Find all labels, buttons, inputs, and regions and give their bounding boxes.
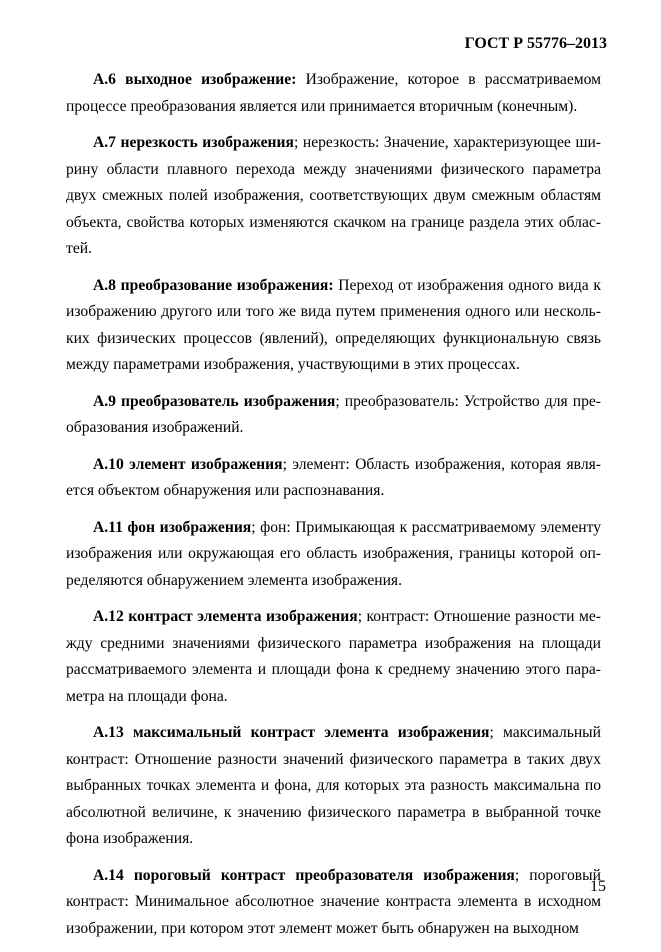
term-a12: А.12 контраст элемента изображения xyxy=(93,608,358,625)
page-number: 15 xyxy=(590,878,606,895)
term-a7: А.7 нерезкость изображения xyxy=(93,134,294,151)
paragraph-a11 xyxy=(66,515,601,595)
paragraph-a12 xyxy=(66,604,601,710)
definition-a13: ; максимальный контраст: Отношение разности значений физического параметра в таких двух выбранных точках элемента и фона, для которых эта разность максимальна по абсолютной величине, к значению физического параметра в выбранной точке фона изображения. xyxy=(66,724,602,847)
definition-a8: Переход от изображения одного вида к изображению другого или того же вида путем применения одного или нескольких физических процессов (явлений), определяющих функциональную связь между параметрами изображения, участвующими в этих процессах. xyxy=(66,276,601,373)
paragraph-a7 xyxy=(66,130,601,263)
document-header: ГОСТ Р 55776–2013 xyxy=(464,35,607,52)
paragraph-a14 xyxy=(66,863,601,943)
paragraph-a8 xyxy=(66,273,601,379)
term-a6: А.6 выходное изображение: xyxy=(93,71,297,88)
definition-a10: ; элемент: Область изображения, которая является объектом обнаружения или распознавания. xyxy=(66,455,601,499)
definition-a12: ; контраст: Отношение разности между средними значениями физического параметра изображения на площади рассматриваемого элемента и площади фона к среднему значению этого параметра на площади фона. xyxy=(66,608,601,705)
definition-a6: Изображение, которое в рассматриваемом процессе преобразования является или принимается вторичным (конечным). xyxy=(66,71,601,115)
term-a11: А.11 фон изображения xyxy=(93,518,252,536)
paragraph-a13 xyxy=(66,720,601,853)
definition-a11: ; фон: Примыкающая к рассматриваемому элементу изображения или окружающая его область изображения, границы которой определяются обнаружением элемента изображения. xyxy=(66,518,601,589)
definition-a14: ; пороговый контраст: Минимальное абсолютное значение контраста элемента в исходном изображении, при котором этот элемент может быть обнаружен на выходном xyxy=(66,866,601,937)
document-body xyxy=(66,67,601,952)
term-a10: А.10 элемент изображения xyxy=(93,455,283,473)
term-a13: А.13 максимальный контраст элемента изображения xyxy=(93,724,490,741)
paragraph-a10 xyxy=(66,452,601,505)
term-a8: А.8 преобразование изображения: xyxy=(93,276,334,294)
definition-a7: ; нерезкость: Значение, характеризующее ширину области плавного перехода между значениями физического параметра двух смежных полей изображения, соответствующих двум смежным областям объекта, свойства которых изменяются скачком на границе раздела этих областей. xyxy=(66,134,601,257)
paragraph-a6 xyxy=(66,67,601,120)
definition-a9: ; преобразователь: Устройство для преобразования изображений. xyxy=(66,392,601,436)
term-a14: А.14 пороговый контраст преобразователя изображения xyxy=(93,866,515,884)
paragraph-a9 xyxy=(66,389,601,442)
term-a9: А.9 преобразователь изображения xyxy=(93,392,336,410)
